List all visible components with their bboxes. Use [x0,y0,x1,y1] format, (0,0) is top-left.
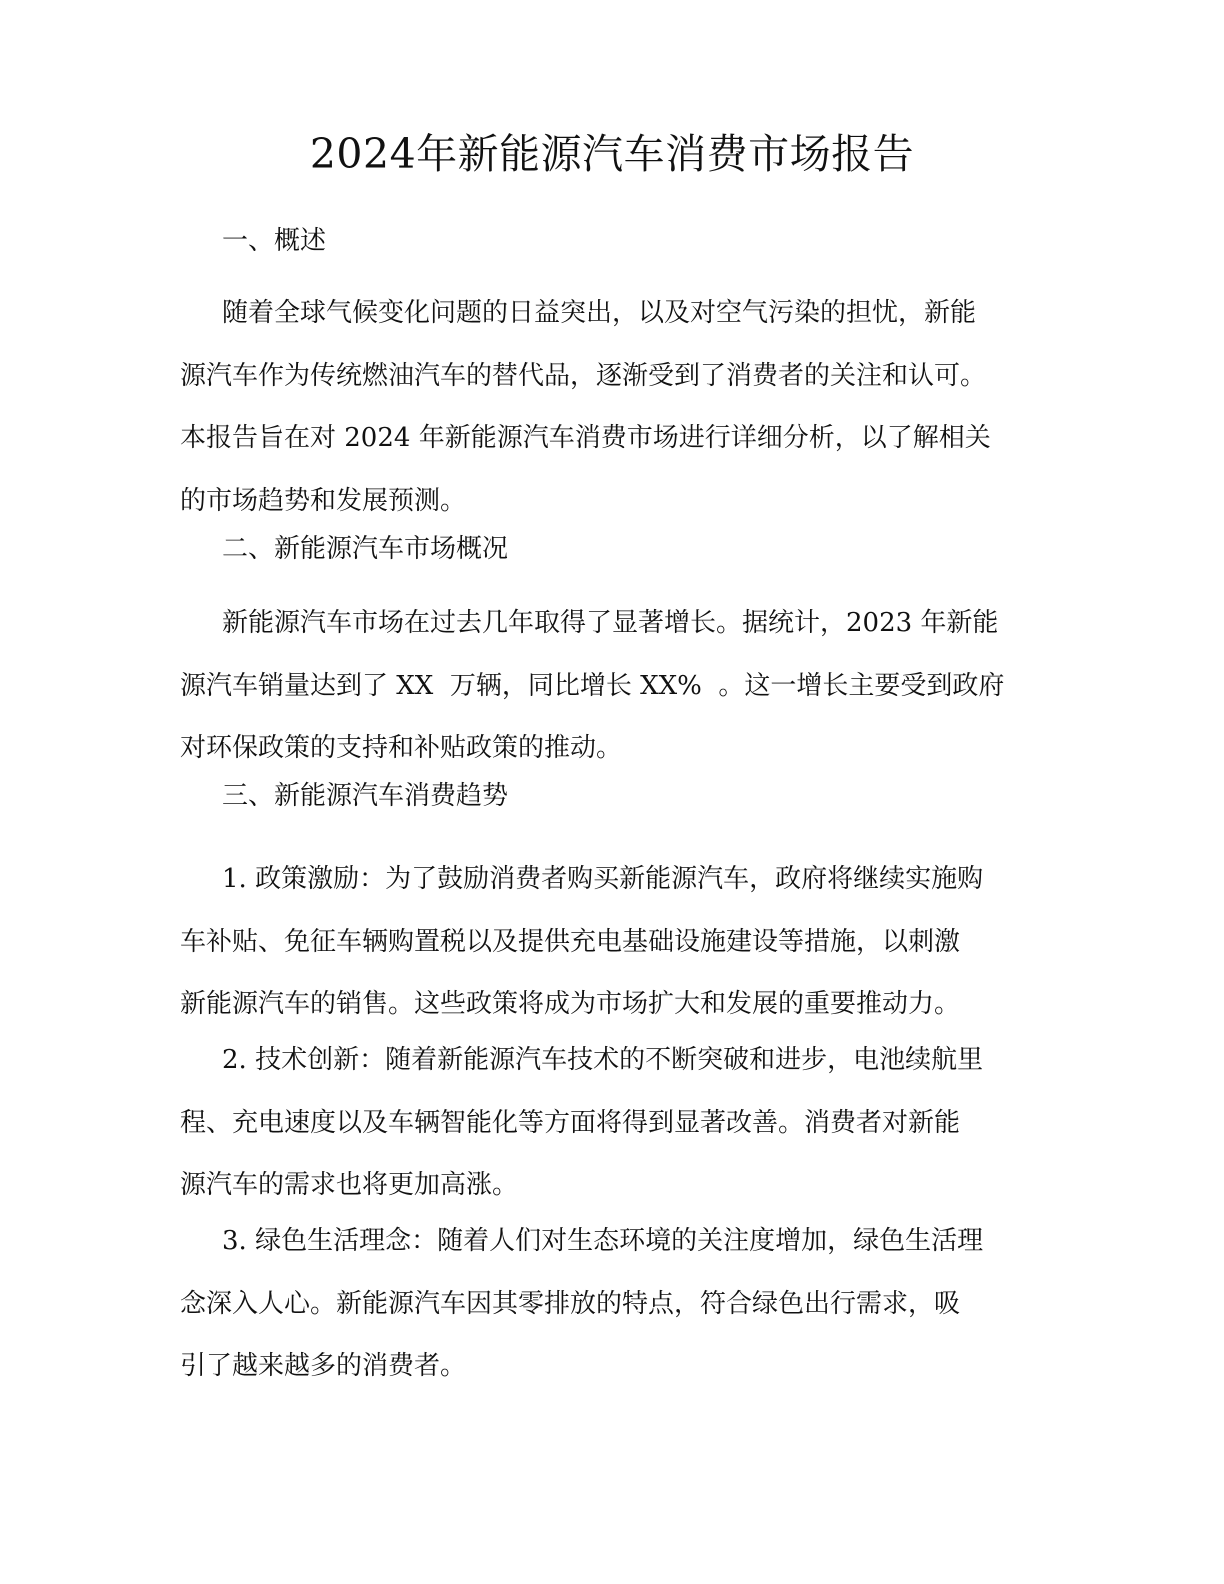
paragraph-line: 程、充电速度以及车辆智能化等方面将得到显著改善。消费者对新能 [180,1107,961,1138]
paragraph-line: 本报告旨在对 2024 年新能源汽车消费市场进行详细分析，以了解相关 [180,423,991,453]
paragraph-line: 源汽车的需求也将更加高涨。 [180,1170,519,1200]
paragraph-overview [180,293,1070,521]
paragraph-line: 的市场趋势和发展预测。 [180,485,467,516]
paragraph-line: 车补贴、免征车辆购置税以及提供充电基础设施建设等措施，以刺激 [180,926,961,957]
paragraph-line: 新能源汽车市场在过去几年取得了显著增长。据统计，2023 年新能 [222,608,999,638]
paragraph-policy-incentives [180,859,1070,1024]
paragraph-line: 引了越来越多的消费者。 [180,1351,467,1381]
paragraph-line: 源汽车作为传统燃油汽车的替代品，逐渐受到了消费者的关注和认可。 [180,360,987,391]
paragraph-line: 1. 政策激励：为了鼓励消费者购买新能源汽车，政府将继续实施购 [222,864,984,894]
section-heading-overview: 一、概述 [222,226,327,256]
paragraph-market-overview [180,603,1070,768]
section-heading-market-overview: 二、新能源汽车市场概况 [222,534,509,564]
section-heading-consumption-trends: 三、新能源汽车消费趋势 [222,781,509,811]
paragraph-tech-innovation [180,1040,1070,1205]
paragraph-line: 随着全球气候变化问题的日益突出，以及对空气污染的担忧，新能 [222,298,977,328]
paragraph-green-lifestyle [180,1221,1070,1386]
paragraph-line: 新能源汽车的销售。这些政策将成为市场扩大和发展的重要推动力。 [180,989,961,1019]
paragraph-line: 3. 绿色生活理念：随着人们对生态环境的关注度增加，绿色生活理 [222,1226,984,1256]
paragraph-line: 对环保政策的支持和补贴政策的推动。 [180,733,623,763]
paragraph-line: 念深入人心。新能源汽车因其零排放的特点，符合绿色出行需求，吸 [180,1288,961,1319]
document-title: 2024年新能源汽车消费市场报告 [309,130,915,178]
paragraph-line: 源汽车销量达到了 XX 万辆，同比增长 XX% 。这一增长主要受到政府 [180,670,1005,701]
paragraph-line: 2. 技术创新：随着新能源汽车技术的不断突破和进步，电池续航里 [222,1045,984,1075]
